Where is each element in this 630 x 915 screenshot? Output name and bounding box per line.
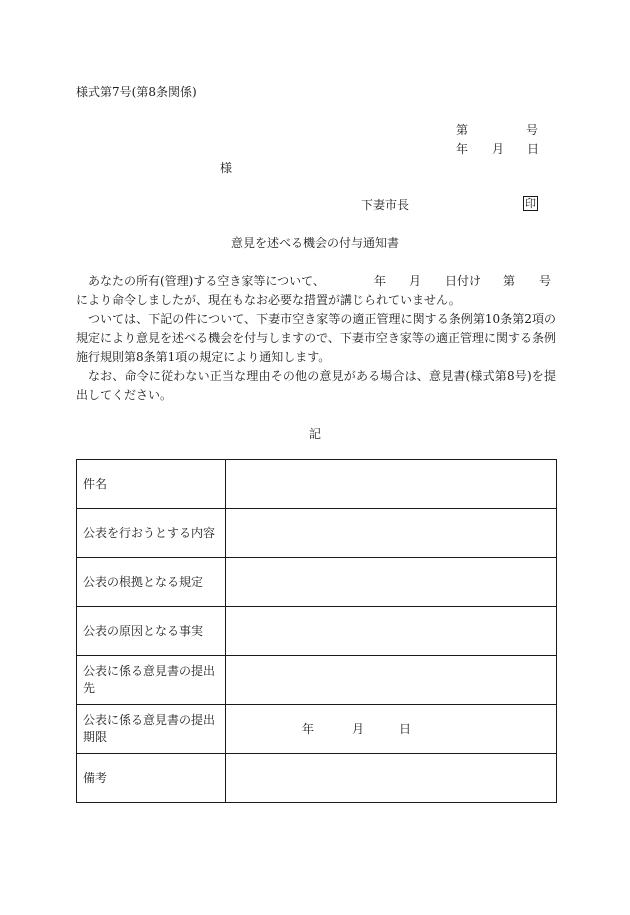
deadline-year: 年 bbox=[302, 721, 315, 736]
issuer-name: 下妻市長 bbox=[361, 198, 410, 212]
issue-date-year: 年 bbox=[456, 142, 469, 156]
order-date-day: 日付け bbox=[445, 274, 482, 288]
document-title: 意見を述べる機会の付与通知書 bbox=[231, 236, 400, 250]
deadline-date bbox=[232, 721, 550, 738]
table-row-value[interactable] bbox=[226, 656, 557, 705]
table-row-label: 公表を行おうとする内容 bbox=[77, 509, 226, 558]
table-row bbox=[77, 656, 557, 705]
table-row-label: 公表に係る意見書の提出期限 bbox=[77, 705, 226, 754]
order-number-prefix: 第 bbox=[503, 274, 516, 288]
notice-body bbox=[76, 272, 556, 405]
table-row bbox=[77, 509, 557, 558]
table-row-value[interactable] bbox=[226, 705, 557, 754]
order-date-month: 月 bbox=[409, 274, 422, 288]
table-row-value[interactable] bbox=[226, 607, 557, 656]
form-number: 様式第7号(第8条関係) bbox=[76, 85, 197, 99]
table-row-label: 公表の原因となる事実 bbox=[77, 607, 226, 656]
table-row bbox=[77, 558, 557, 607]
table-row-label: 備考 bbox=[77, 754, 226, 803]
paragraph-1-line-2: により命令しましたが、現在もなお必要な措置が講じられていません。 bbox=[76, 293, 461, 307]
document-number-suffix: 号 bbox=[526, 123, 539, 137]
table-row bbox=[77, 460, 557, 509]
table-row bbox=[77, 754, 557, 803]
order-date-year: 年 bbox=[374, 274, 387, 288]
table-row bbox=[77, 705, 557, 754]
table-row-label: 公表に係る意見書の提出先 bbox=[77, 656, 226, 705]
table-row bbox=[77, 607, 557, 656]
table-row-label: 件名 bbox=[77, 460, 226, 509]
seal-stamp: 印 bbox=[525, 197, 536, 210]
document-number-prefix: 第 bbox=[456, 123, 469, 137]
paragraph-3: なお、命令に従わない正当な理由その他の意見がある場合は、意見書(様式第8号)を提出してください。 bbox=[76, 369, 556, 402]
table-row-label: 公表の根拠となる規定 bbox=[77, 558, 226, 607]
details-table bbox=[76, 459, 557, 803]
deadline-month: 月 bbox=[352, 721, 365, 736]
addressee-honorific: 様 bbox=[220, 161, 233, 175]
details-table-body bbox=[77, 460, 557, 803]
order-number-suffix: 号 bbox=[539, 274, 552, 288]
table-row-value[interactable] bbox=[226, 754, 557, 803]
table-row-value[interactable] bbox=[226, 558, 557, 607]
deadline-day: 日 bbox=[399, 721, 412, 736]
issue-date-month: 月 bbox=[492, 142, 505, 156]
table-row-value[interactable] bbox=[226, 460, 557, 509]
ki-heading: 記 bbox=[309, 427, 322, 441]
table-row-value[interactable] bbox=[226, 509, 557, 558]
paragraph-2: ついては、下記の件について、下妻市空き家等の適正管理に関する条例第10条第2項の規定により意見を述べる機会を付与しますので、下妻市空き家等の適正管理に関する条例施行規則第8条第1項の規定により通知します。 bbox=[76, 312, 556, 364]
paragraph-1 bbox=[76, 272, 556, 310]
paragraph-1-line-1: あなたの所有(管理)する空き家等について、 bbox=[88, 274, 325, 288]
issue-date-day: 日 bbox=[527, 142, 540, 156]
